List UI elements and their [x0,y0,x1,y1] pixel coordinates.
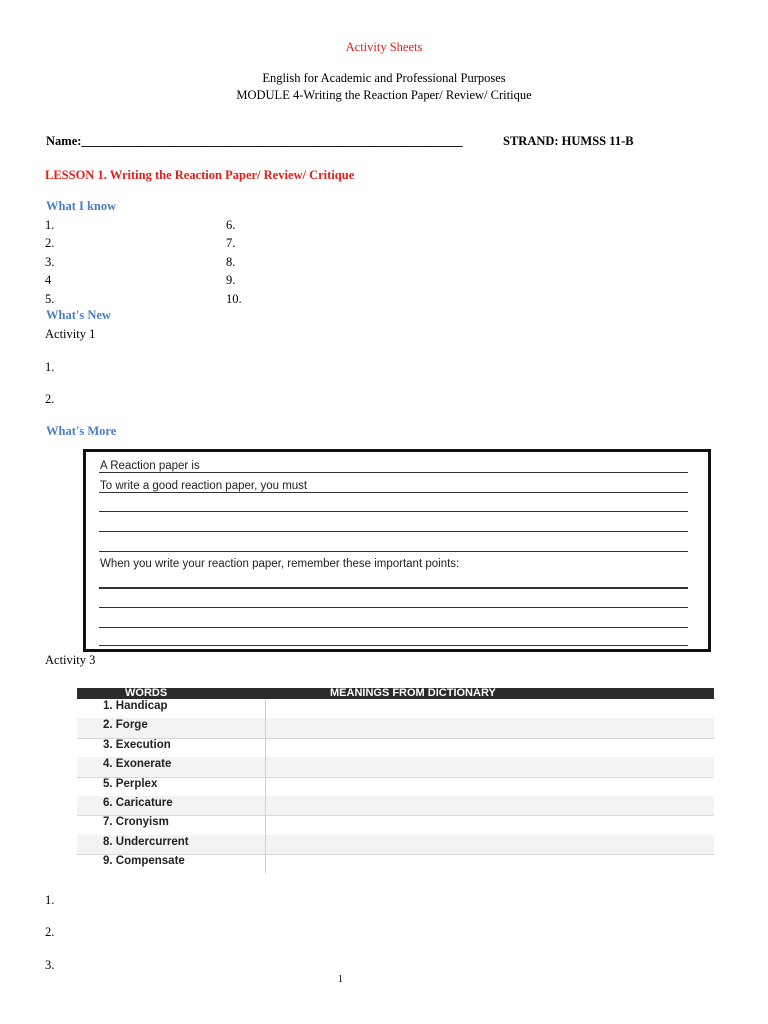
reaction-paper-box [83,449,711,652]
blank-line [99,607,688,608]
know-item: 1. [45,218,55,232]
table-row [77,718,714,738]
good-reaction-prompt: To write a good reaction paper, you must [100,480,308,492]
important-points-prompt: When you write your reaction paper, remember these important points: [100,558,460,570]
know-item: 5. [45,292,55,306]
table-row [77,738,714,758]
table-row [77,835,714,855]
table-row [77,815,714,835]
know-item: 4 [45,273,52,287]
column-divider [265,699,266,874]
table-row [77,757,714,777]
word-cell: 1. Handicap [103,700,168,712]
blank-line [99,472,688,473]
blank-line [99,645,688,646]
table-row [77,796,714,816]
blank-line [99,587,688,589]
word-cell: 6. Caricature [103,797,173,809]
activity-1-label: Activity 1 [45,327,96,341]
word-cell: 5. Perplex [103,777,158,790]
activity-3-label: Activity 3 [45,653,96,667]
blank-line [99,511,688,512]
whats-new-heading: What's New [46,308,111,322]
whats-more-heading: What's More [46,424,117,438]
know-item: 10. [226,292,242,306]
activity-3-item: 3. [45,958,55,972]
activity-3-item: 2. [45,925,55,939]
strand-label: STRAND: HUMSS 11-B [503,134,634,148]
table-header [77,688,714,699]
table-row [77,699,714,719]
new-item: 1. [45,360,55,374]
know-item: 3. [45,255,55,269]
blank-line [99,551,688,552]
page-number: 1 [338,974,343,985]
what-i-know-heading: What I know [46,199,117,213]
column-header-meanings: MEANINGS FROM DICTIONARY [330,687,496,699]
word-cell: 4. Exonerate [103,758,172,771]
know-item: 7. [226,236,236,250]
reaction-paper-prompt: A Reaction paper is [100,460,200,472]
blank-line [99,492,688,493]
activity-3-item: 1. [45,893,55,907]
word-cell: 8. Undercurrent [103,835,189,848]
vocabulary-table [77,688,714,874]
table-row [77,854,714,873]
word-cell: 2. Forge [103,719,148,732]
lesson-title: LESSON 1. Writing the Reaction Paper/ Review/ Critique [45,168,355,182]
column-header-words: WORDS [125,687,168,699]
know-item: 2. [45,236,55,250]
new-item: 2. [45,392,55,406]
know-item: 6. [226,218,236,232]
word-cell: 9. Compensate [103,855,185,868]
name-field-label: Name:_____________________________________________________________ [46,134,463,148]
activity-sheets-title: Activity Sheets [345,40,423,54]
module-title: MODULE 4-Writing the Reaction Paper/ Review/ Critique [236,88,532,102]
know-item: 8. [226,255,236,269]
know-item: 9. [226,273,236,287]
subject-title: English for Academic and Professional Purposes [262,71,506,85]
table-row [77,777,714,797]
blank-line [99,627,688,628]
blank-line [99,531,688,532]
word-cell: 7. Cronyism [103,816,169,829]
word-cell: 3. Execution [103,738,171,751]
